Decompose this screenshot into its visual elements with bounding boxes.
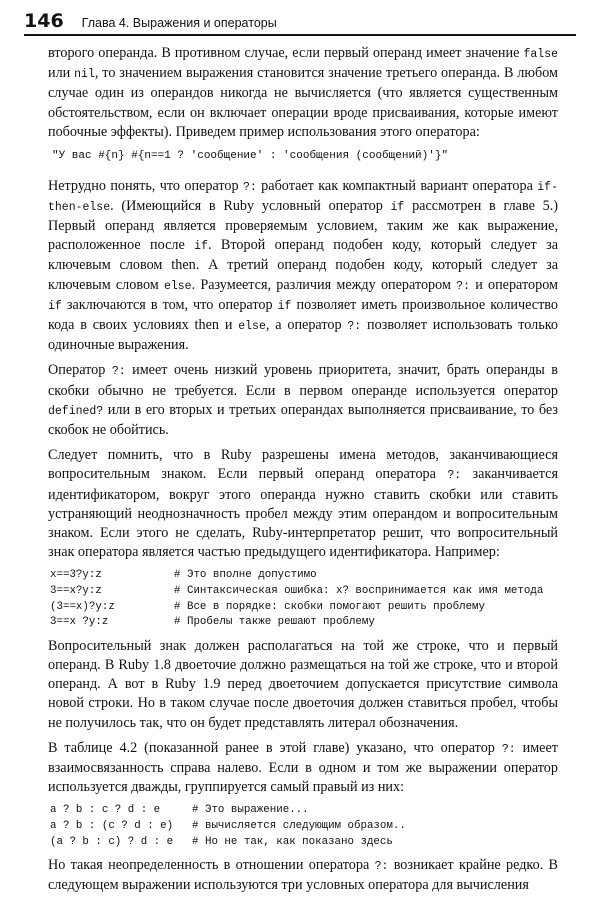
page-body: [48, 44, 558, 902]
paragraph-3: Оператор ?: имеет очень низкий уровень приоритета, значит, брать операнды в скобки обычно не требуется. Если в первом операнде используется оператор defined? или в его вторых и третьих операндах выполняется присваивание, то без скобок не обойтись.: [48, 362, 558, 438]
code-line: x==3?y:z # Это вполне допустимо: [50, 569, 317, 582]
paragraph-7: Но такая неопределенность в отношении оператора ?: возникает крайне редко. В следующем выражении используются три условных оператора для вычисления: [48, 857, 559, 894]
code-line: (3==x)?y:z # Все в порядке: скобки помогают решить проблему: [50, 600, 486, 613]
code-block-1: [50, 568, 558, 630]
page-number: 146: [24, 10, 64, 32]
code-line: (a ? b : c) ? d : e # Но не так, как показано здесь: [50, 835, 393, 848]
code-line: 3==x?y:z # Синтаксическая ошибка: x? воспринимается как имя метода: [50, 584, 544, 597]
code-line: a ? b : (c ? d : e) # вычисляется следующим образом..: [50, 819, 406, 832]
paragraph-6: В таблице 4.2 (показанной ранее в этой главе) указано, что оператор ?: имеет взаимосвязанность справа налево. Если в одном и том же выражении оператор используется дважды, группируется самый правый из них:: [48, 739, 558, 796]
paragraph-4: Следует помнить, что в Ruby разрешены имена методов, заканчивающиеся вопросительным знаком. Если первый операнд оператора ?: заканчивается идентификатором, вокруг этого операнда нужно ставить скобки или ставить устраняющий неоднозначность пробел между этим операндом и вопросительным знаком. Если этого не сделать, Ruby-интерпретатор решит, что вопросительный знак оператора является частью предыдущего идентификатора. Например:: [48, 447, 559, 561]
paragraph-2: Нетрудно понять, что оператор ?: работает как компактный вариант оператора if-then-else. (Имеющийся в Ruby условный оператор if рассмотрен в главе 5.) Первый операнд является проверяемым условием, таким же как выражение, расположенное после if. Второй операнд подобен коду, который следует за ключевым словом then. А третий операнд подобен коду, который следует за ключевым словом else. Разумеется, различия между оператором ?: и оператором if заключаются в том, что оператор if позволяет иметь произвольное количество кода в своих условиях then и else, а оператор ?: позволяет использовать только одиночные выражения.: [48, 177, 558, 354]
code-line: 3==x ?y:z # Пробелы также решают проблему: [50, 616, 375, 629]
code-line: a ? b : c ? d : e # Это выражение...: [50, 804, 309, 817]
paragraph-5: Вопросительный знак должен располагаться на той же строке, что и первый операнд. В Ruby 1.8 двоеточие должно размещаться на той же строке, что и второй операнд. А вот в Ruby 1.9 перед двоеточием допускается присутствие символа новой строки. Но в таком случае после двоеточия должен ставиться пробел, чтобы не получилось так, что он будет представлять литерал обозначения.: [48, 637, 558, 731]
chapter-title: Глава 4. Выражения и операторы: [81, 15, 277, 30]
paragraph-1: второго операнда. В противном случае, если первый операнд имеет значение false или nil, то значением выражения становится значение третьего операнда. В любом случае один из операндов никогда не вычисляется (что является существенным обстоятельством, если он включает операции вроде присваивания, которые имеют побочные эффекты). Приведем пример использования этого оператора:: [48, 45, 559, 140]
code-example-string: "У вас #{n} #{n==1 ? 'сообщение' : 'сообщения (сообщений)'}": [52, 150, 449, 163]
page-header: [24, 6, 576, 36]
